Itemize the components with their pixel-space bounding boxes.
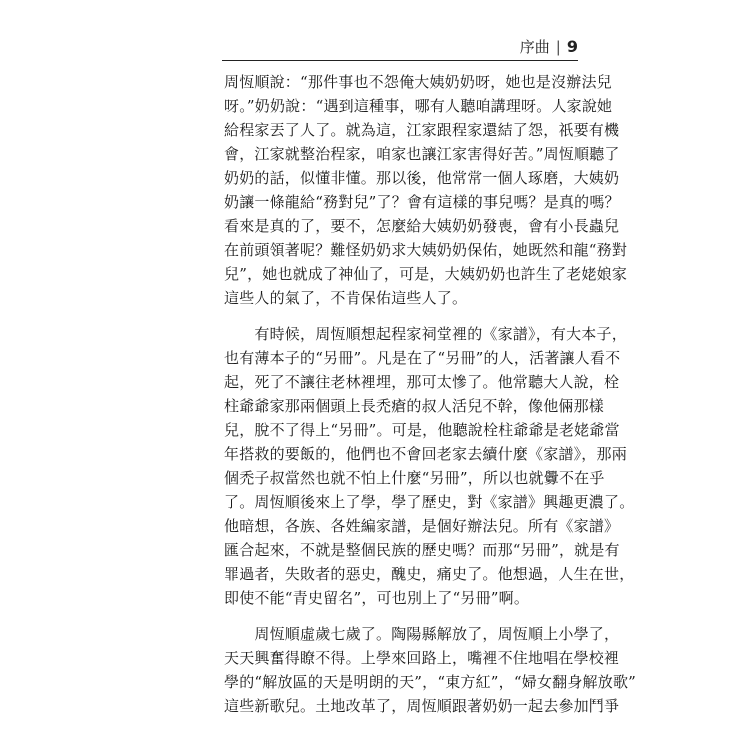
paragraph (224, 622, 637, 718)
header-separator: | (555, 38, 561, 56)
text-line: 學的“解放區的天是明朗的天”，“東方紅”，“婦女翻身解放歌” (224, 673, 637, 691)
text-line: 起，死了不讓往老林裡埋，那可太慘了。他常聽大人說，栓 (224, 373, 620, 391)
text-line: 奶奶的話，似懂非懂。那以後，他常常一個人琢磨，大姨奶 (224, 169, 620, 187)
text-line: 這些人的氣了，不肯保佑這些人了。 (224, 289, 468, 307)
text-line: 個禿子叔當然也就不怕上什麼“另冊”，所以也就釁不在乎 (224, 469, 605, 487)
text-line: 兒，脫不了得上“另冊”。可是，他聽說栓柱爺爺是老姥爺當 (224, 421, 620, 439)
text-line: 匯合起來，不就是整個民族的歷史嗎？而那“另冊”，就是有 (224, 541, 620, 559)
text-line: 這些新歌兒。土地改革了，周恆順跟著奶奶一起去參加鬥爭 (224, 697, 620, 715)
text-line: 有時候，周恆順想起程家祠堂裡的《家譜》，有大本子， (224, 325, 627, 343)
text-line: 看來是真的了，要不，怎麼給大姨奶奶發喪，會有小長蟲兒 (224, 217, 620, 235)
text-line: 兒”，她也就成了神仙了，可是，大姨奶奶也許生了老姥娘家 (224, 265, 628, 283)
paragraph (224, 70, 628, 310)
text-line: 罪過者，失敗者的惡史，醜史，痛史了。他想過，人生在世， (224, 565, 635, 583)
text-line: 天天興奮得瞭不得。上學來回路上，嘴裡不住地唱在學校裡 (224, 649, 620, 667)
section-title: 序曲 (519, 38, 550, 56)
text-line: 即使不能“青史留名”，可也別上了“另冊”啊。 (224, 589, 530, 607)
body-text (224, 70, 637, 718)
text-line: 了。周恆順後來上了學，學了歷史，對《家譜》興趣更濃了。 (224, 493, 635, 511)
text-line: 給程家丟了人了。就為這，江家跟程家還結了怨，祇要有機 (224, 121, 620, 139)
header-rule (222, 60, 578, 61)
running-header (222, 36, 578, 58)
text-line: 年搭救的要飯的，他們也不會回老家去續什麼《家譜》，那兩 (224, 445, 627, 463)
text-line: 在前頭領著呢？難怪奶奶求大姨奶奶保佑，她既然和龍“務對 (224, 241, 628, 259)
text-line: 也有薄本子的“另冊”。凡是在了“另冊”的人，活著讓人看不 (224, 349, 621, 367)
paragraph-gap (224, 310, 578, 322)
text-line: 呀。”奶奶說：“遇到這種事，哪有人聽咱講理呀。人家說她 (224, 97, 613, 115)
text-line: 柱爺爺家那兩個頭上長禿瘡的叔人活兒不幹，像他倆那樣 (224, 397, 605, 415)
text-line: 他暗想，各族、各姓編家譜，是個好辦法兒。所有《家譜》 (224, 517, 620, 535)
page-number: 9 (566, 37, 578, 56)
paragraph-gap (224, 610, 578, 622)
text-line: 奶讓一條龍給“務對兒”了？會有這樣的事兒嗎？是真的嗎？ (224, 193, 620, 211)
paragraph (224, 322, 635, 610)
text-line: 周恆順虛歲七歲了。陶陽縣解放了，周恆順上小學了， (224, 625, 620, 643)
text-line: 周恆順說：“那件事也不怨俺大姨奶奶呀，她也是沒辦法兒 (224, 73, 612, 91)
text-line: 會，江家就整治程家，咱家也讓江家害得好苦。”周恆順聽了 (224, 145, 620, 163)
